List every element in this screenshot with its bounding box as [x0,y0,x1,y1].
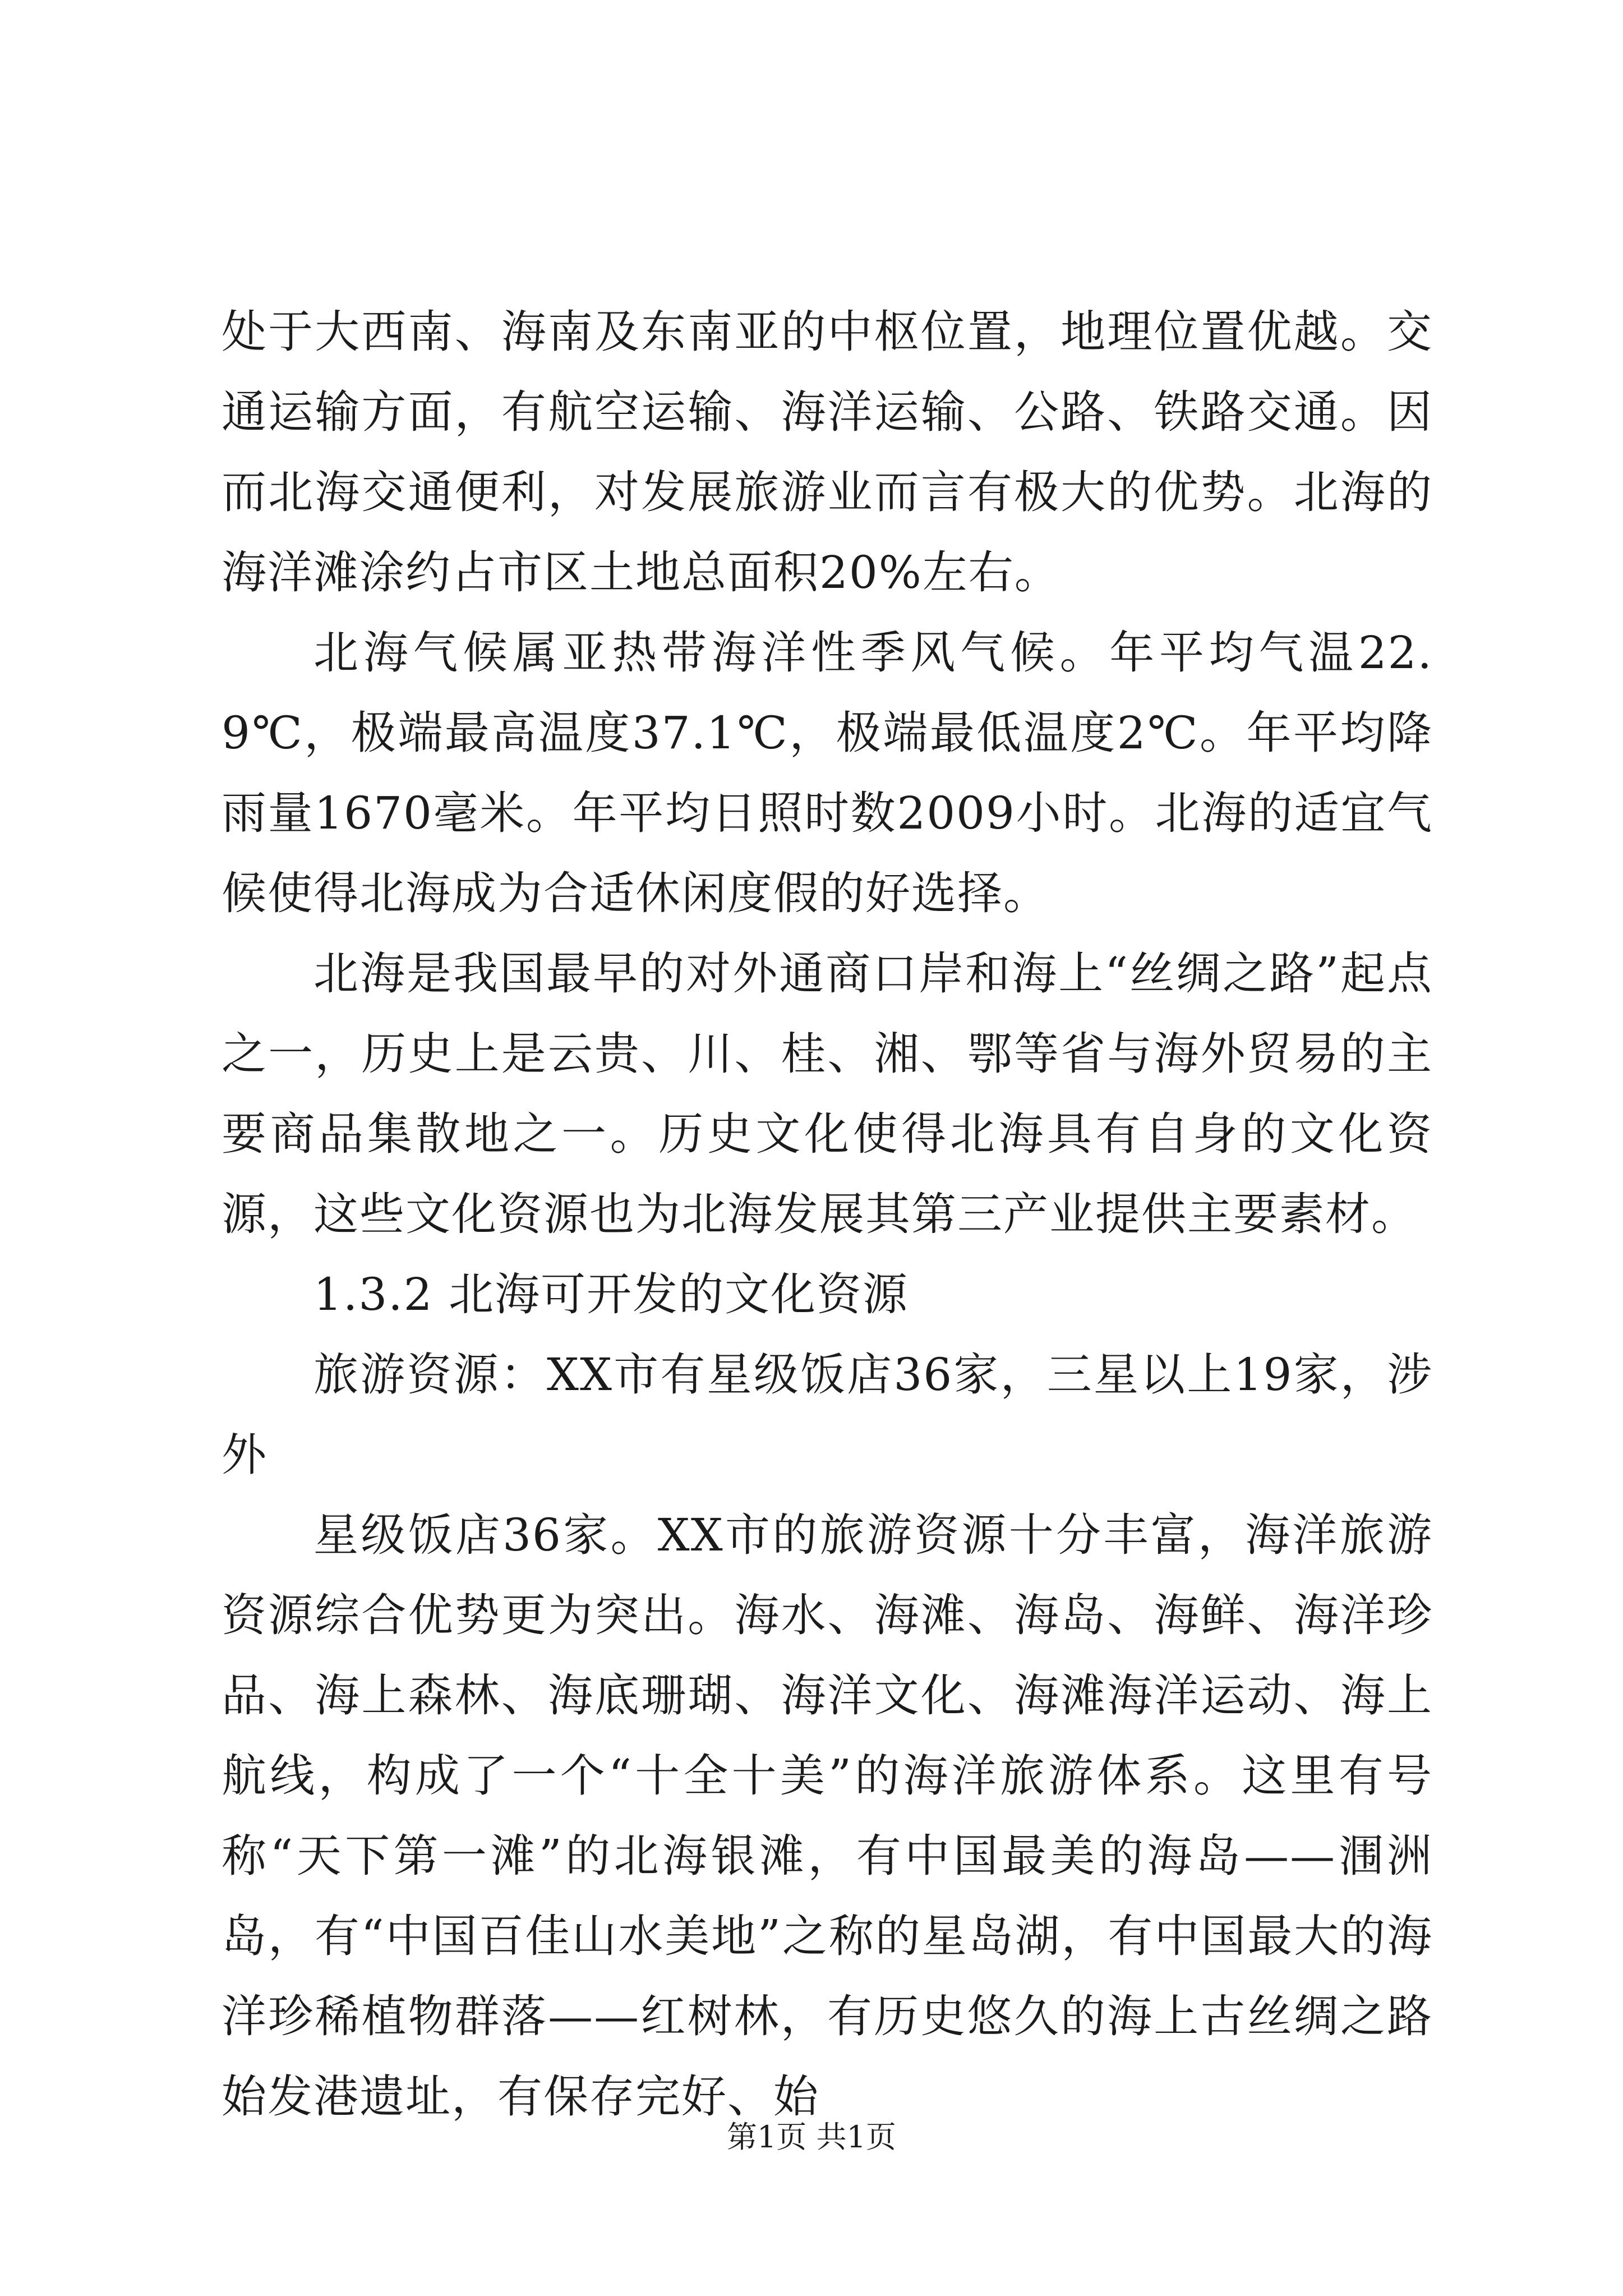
page-number-footer: 第1页 共1页 [727,2119,896,2155]
paragraph-climate: 北海气候属亚热带海洋性季风气候。年平均气温22.9℃，极端最高温度37.1℃，极端最低温度2℃。年平均降雨量1670毫米。年平均日照时数2009小时。北海的适宜气候使得北海成为合适休闲度假的好选择。 [222,627,1433,919]
paragraph-tourism-detail: 星级饭店36家。XX市的旅游资源十分丰富，海洋旅游资源综合优势更为突出。海水、海滩、海岛、海鲜、海洋珍品、海上森林、海底珊瑚、海洋文化、海滩海洋运动、海上航线，构成了一个“十全十美”的海洋旅游体系。这里有号称“天下第一滩”的北海银滩，有中国最美的海岛——涠洲岛，有“中国百佳山水美地”之称的星岛湖，有中国最大的海洋珍稀植物群落——红树林，有历史悠久的海上古丝绸之路始发港遗址，有保存完好、始 [222,1509,1433,2123]
section-heading: 1.3.2 北海可开发的文化资源 [313,1268,909,1320]
document-body [222,292,1433,2137]
paragraph-history: 北海是我国最早的对外通商口岸和海上“丝绸之路”起点之一，历史上是云贵、川、桂、湘、鄂等省与海外贸易的主要商品集散地之一。历史文化使得北海具有自身的文化资源，这些文化资源也为北海发展其第三产业提供主要素材。 [222,947,1433,1240]
paragraph-location-transport: 处于大西南、海南及东南亚的中枢位置，地理位置优越。交通运输方面，有航空运输、海洋运输、公路、铁路交通。因而北海交通便利，对发展旅游业而言有极大的优势。北海的海洋滩涂约占市区土地总面积20%左右。 [222,306,1433,599]
paragraph-tourism-resources: 旅游资源：XX市有星级饭店36家，三星以上19家，涉外 [222,1349,1433,1481]
